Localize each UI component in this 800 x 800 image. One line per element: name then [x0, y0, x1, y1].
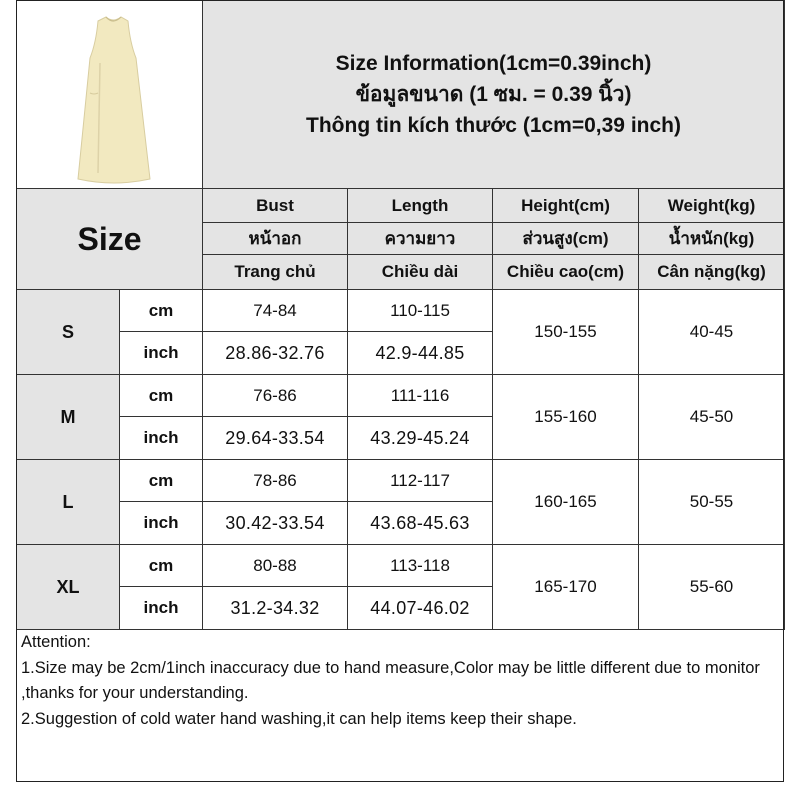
attention-note-2: 2.Suggestion of cold water hand washing,it can help items keep their shape.: [21, 709, 577, 728]
attention-notes: [21, 630, 781, 732]
title-vietnamese: Thông tin kích thước (1cm=0,39 inch): [306, 114, 681, 137]
length-cm: 113-118: [348, 545, 493, 587]
length-inch: 43.29-45.24: [348, 417, 493, 460]
size-label-l: L: [17, 460, 120, 545]
length-cm: 112-117: [348, 460, 493, 502]
title-english: Size Information(1cm=0.39inch): [335, 52, 652, 75]
unit-inch: inch: [120, 417, 203, 460]
length-inch: 44.07-46.02: [348, 587, 493, 630]
bust-inch: 30.42-33.54: [203, 502, 348, 545]
unit-inch: inch: [120, 587, 203, 630]
bust-inch: 31.2-34.32: [203, 587, 348, 630]
size-label-m: M: [17, 375, 120, 460]
header-bust-en: Bust: [203, 189, 348, 223]
header-weight-en: Weight(kg): [639, 189, 785, 223]
weight-range: 40-45: [639, 290, 785, 375]
header-height-th: ส่วนสูง(cm): [493, 223, 639, 255]
unit-inch: inch: [120, 332, 203, 375]
header-length-th: ความยาว: [348, 223, 493, 255]
size-column-header: Size: [17, 189, 203, 290]
height-range: 155-160: [493, 375, 639, 460]
bust-cm: 78-86: [203, 460, 348, 502]
header-height-en: Height(cm): [493, 189, 639, 223]
height-range: 165-170: [493, 545, 639, 630]
unit-inch: inch: [120, 502, 203, 545]
size-label-xl: XL: [17, 545, 120, 630]
header-weight-th: น้ำหนัก(kg): [639, 223, 785, 255]
title-thai: ข้อมูลขนาด (1 ซม. = 0.39 นิ้ว): [355, 83, 632, 106]
length-inch: 42.9-44.85: [348, 332, 493, 375]
weight-range: 55-60: [639, 545, 785, 630]
height-range: 160-165: [493, 460, 639, 545]
header-bust-th: หน้าอก: [203, 223, 348, 255]
unit-cm: cm: [120, 375, 203, 417]
bust-cm: 74-84: [203, 290, 348, 332]
header-weight-vi: Cân nặng(kg): [639, 255, 785, 290]
unit-cm: cm: [120, 545, 203, 587]
weight-range: 45-50: [639, 375, 785, 460]
bust-inch: 29.64-33.54: [203, 417, 348, 460]
header-bust-vi: Trang chủ: [203, 255, 348, 290]
bust-inch: 28.86-32.76: [203, 332, 348, 375]
length-cm: 110-115: [348, 290, 493, 332]
bust-cm: 76-86: [203, 375, 348, 417]
header-length-vi: Chiều dài: [348, 255, 493, 290]
attention-title: Attention:: [21, 633, 91, 651]
size-label-s: S: [17, 290, 120, 375]
unit-cm: cm: [120, 460, 203, 502]
attention-note-1: 1.Size may be 2cm/1inch inaccuracy due to hand measure,Color may be little different due to monitor ,thanks for your understanding.: [21, 658, 760, 702]
header-length-en: Length: [348, 189, 493, 223]
length-cm: 111-116: [348, 375, 493, 417]
header-height-vi: Chiều cao(cm): [493, 255, 639, 290]
weight-range: 50-55: [639, 460, 785, 545]
bust-cm: 80-88: [203, 545, 348, 587]
height-range: 150-155: [493, 290, 639, 375]
unit-cm: cm: [120, 290, 203, 332]
length-inch: 43.68-45.63: [348, 502, 493, 545]
